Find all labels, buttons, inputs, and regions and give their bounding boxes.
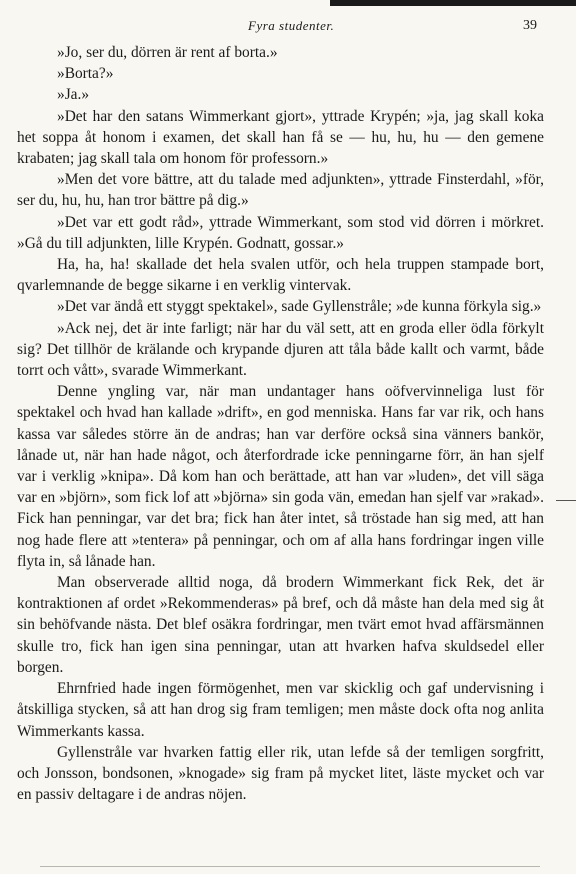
running-title: Fyra studenter. <box>248 18 335 33</box>
paragraph: »Jo, ser du, dörren är rent af borta.» <box>57 44 278 61</box>
paragraph: Ha, ha, ha! skallade det hela svalen utför, och hela truppen stampade bort, qvarlemnande de begge sikarne i en verklig vintervak. <box>17 256 544 295</box>
bottom-rule <box>40 866 540 867</box>
paragraph: Gyllenstråle var hvarken fattig eller rik, utan lefde så der temligen sorgfritt, och Jonsson, bondsonen, »knogade» sig fram på mycket litet, läste mycket och var en passiv deltagare i de andras nöjen. <box>17 743 544 804</box>
paragraph: »Men det vore bättre, att du talade med adjunkten», yttrade Finsterdahl, »för, ser du, hu, hu, han tror bättre på dig.» <box>17 171 544 210</box>
top-rule <box>330 0 576 6</box>
paragraph: »Det har den satans Wimmerkant gjort», yttrade Krypén; »ja, jag skall koka het soppa åt honom i examen, det skall han få se — hu, hu, hu — den gemene krabaten; jag skall tala om honom för professorn.» <box>17 107 544 168</box>
paragraph: Man observerade alltid noga, då brodern Wimmerkant fick Rek, det är kontraktionen af ordet »Rekommenderas» på bref, och då måste han dela med sig åt sin behöfvande nästa. Det blef osäkra fordringar, men tvärt emot hvad affärsmännen skulle tro, fick han igen sina penningar, utan att hvarken hafva skuldsedel eller borgen. <box>17 574 544 676</box>
paragraph: Ehrnfried hade ingen förmögenhet, men var skicklig och gaf undervisning i åtskilliga stycken, så att han drog sig fram temligen; men måste dock ofta nog anlita Wimmerkants kassa. <box>17 680 544 740</box>
paragraph: »Ack nej, det är inte farligt; när har du väl sett, att en groda eller ödla förkylt sig? Det tillhör de krälande och krypande djuren att tåla både kallt och varmt, både torrt och vått», svarade Wimmerkant. <box>17 319 544 380</box>
running-head <box>0 16 576 38</box>
paragraph: »Det var ett godt råd», yttrade Wimmerkant, som stod vid dörren i mörkret. »Gå du till adjunkten, lille Krypén. Godnatt, gossar.» <box>17 213 544 252</box>
paragraph: »Borta?» <box>57 65 114 83</box>
page-number: 39 <box>523 18 537 33</box>
margin-mark <box>556 500 576 501</box>
body-text <box>17 42 544 805</box>
paragraph: Denne yngling var, när man undantager hans oöfvervinneliga lust för spektakel och hvad han kallade »drift», en god menniska. Hans far var rik, och hans kassa var således större än de andras; han var derföre också sina vänners bankör, lånade ut, när han hade något, och återfordrade icke penningarne förr, än han sjelf var i verklig »knipa». Då kom han och berättade, att han var »luden», det vill säga var en »björn», som fick lof att »björna» sin goda vän, emedan han sjelf var »rakad». Fick han penningar, var det bra; fick han åter intet, så tröstade han sig med, att han nog hade flere att »tentera» på penningar, och om af alla hans fordringar ingen ville flyta in, så lånade han. <box>17 383 544 570</box>
paragraph: »Ja.» <box>57 86 90 104</box>
paragraph: »Det var ändå ett styggt spektakel», sade Gyllenstråle; »de kunna förkyla sig.» <box>57 298 542 316</box>
